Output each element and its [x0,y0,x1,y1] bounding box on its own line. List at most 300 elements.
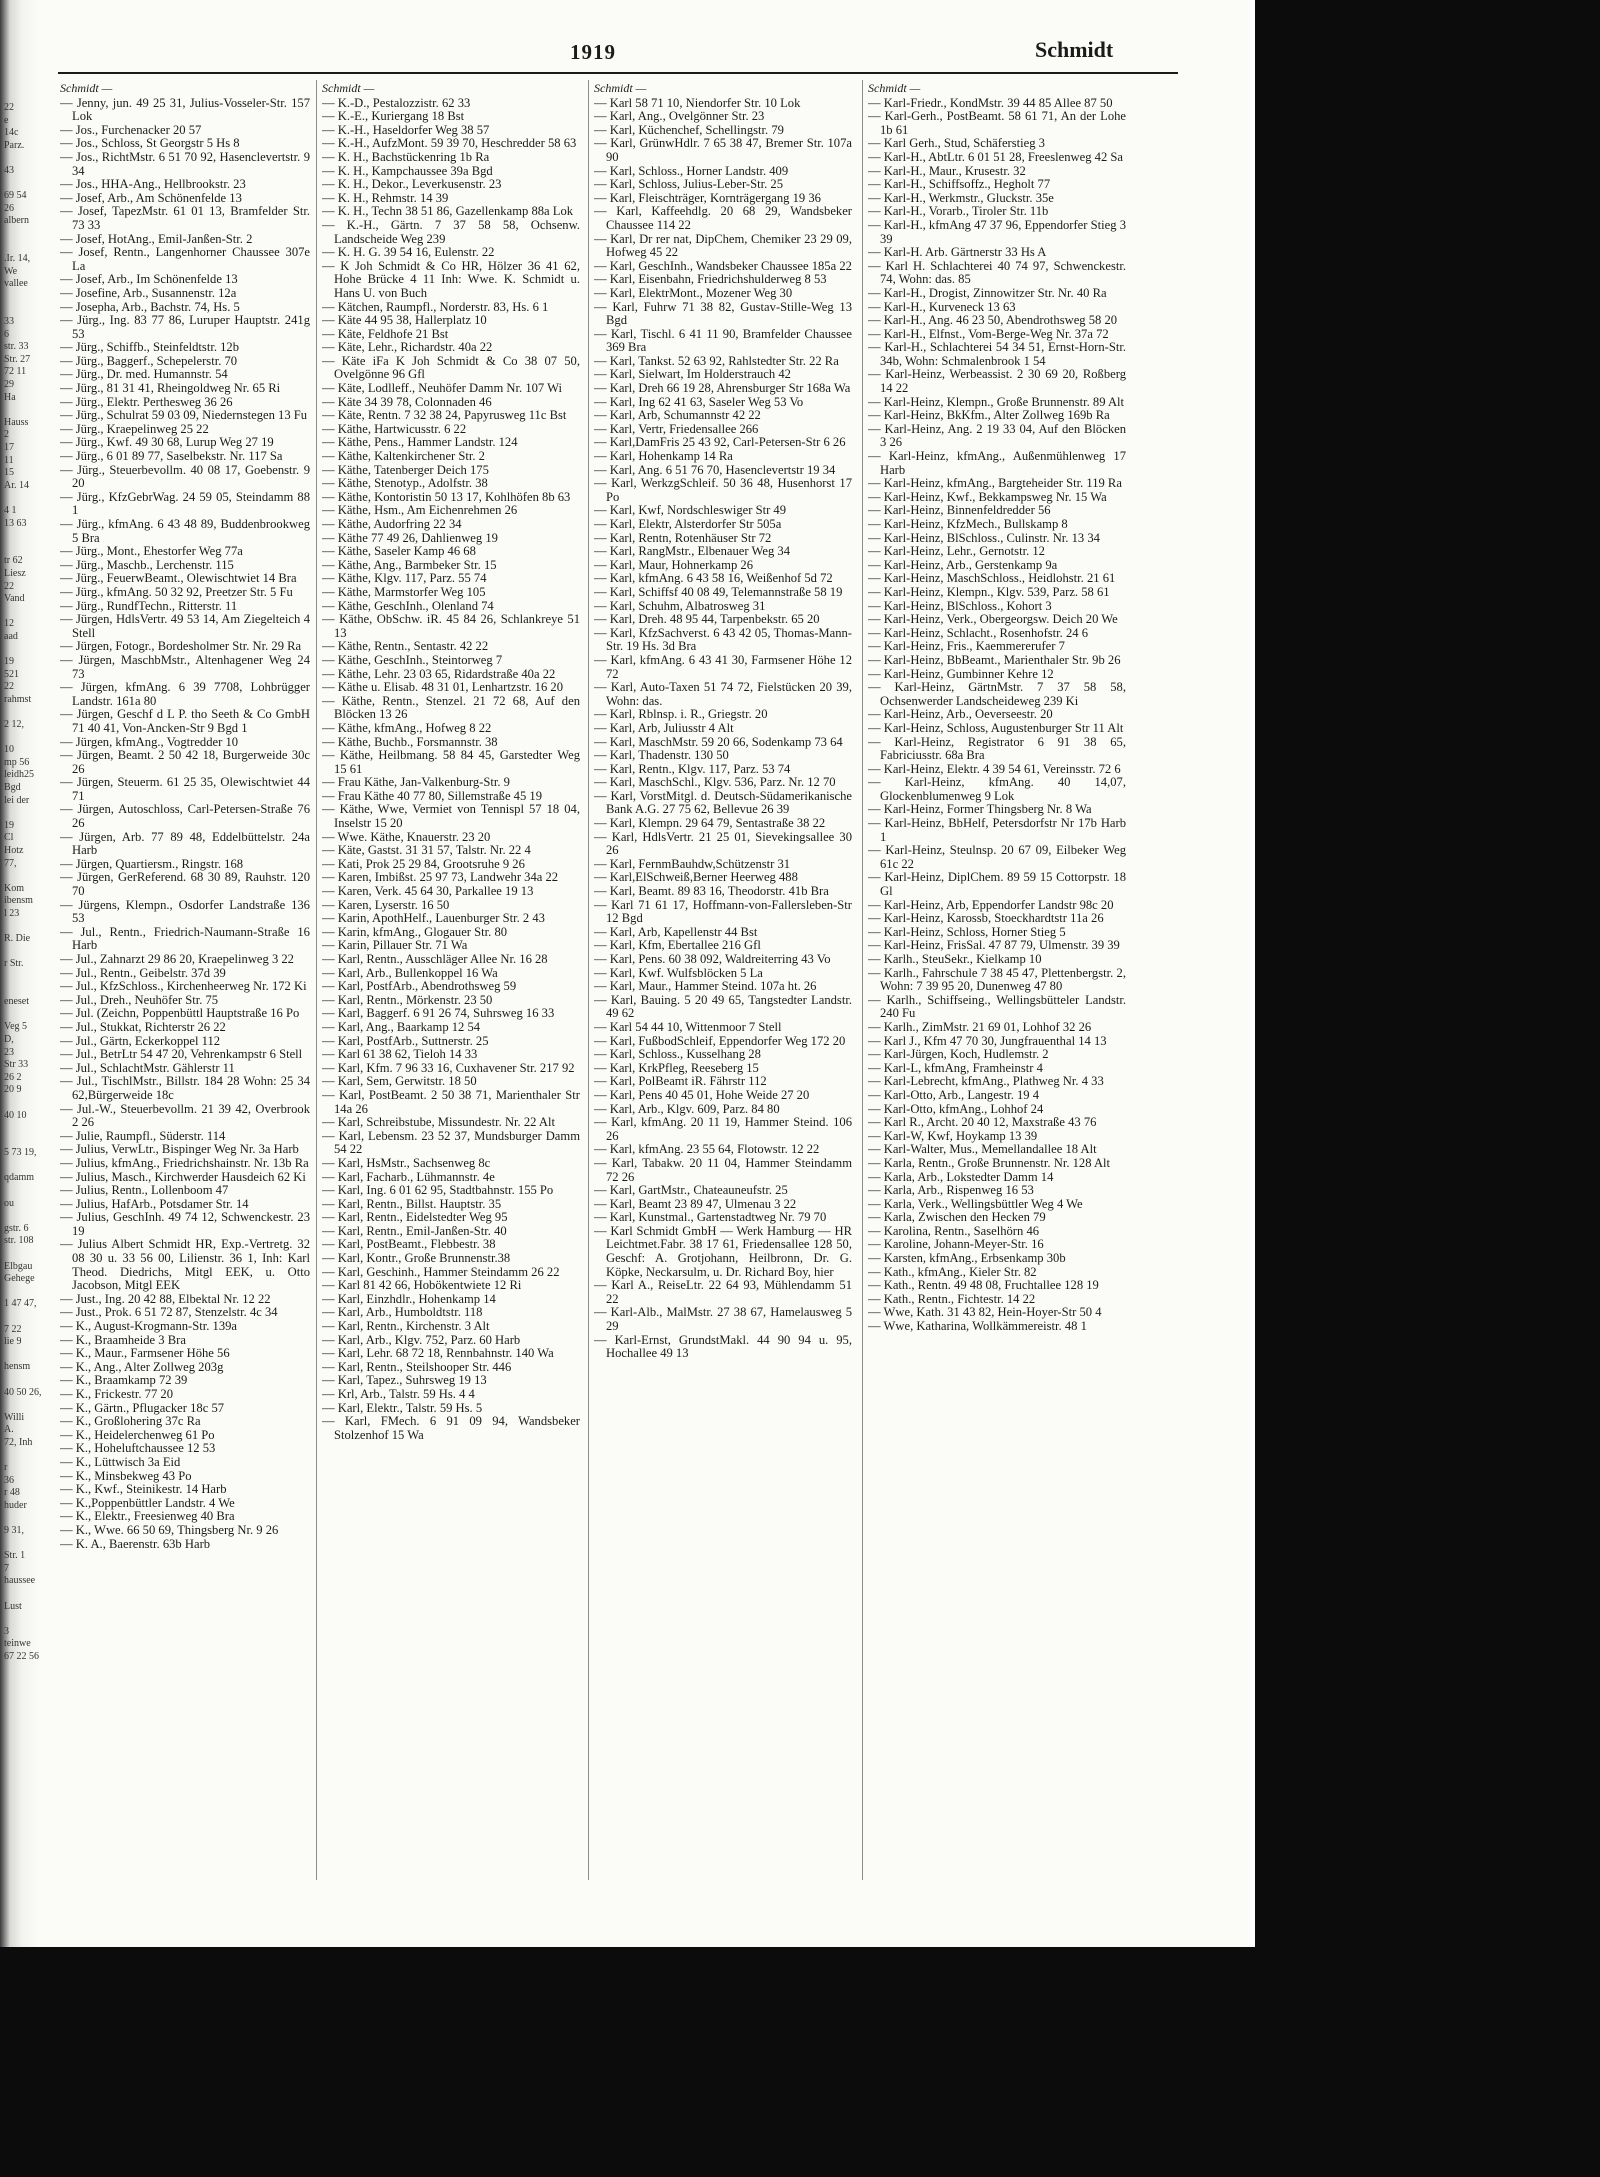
directory-entry: — Jürg., Schulrat 59 03 09, Niedernstegen 13 Fu [60,409,310,423]
gutter-fragment [4,241,58,254]
directory-entry: — Jos., Schloss, St Georgstr 5 Hs 8 [60,137,310,151]
directory-entry: — Just., Prok. 6 51 72 87, Stenzelstr. 4c 34 [60,1306,310,1320]
gutter-fragment: Bgd [4,782,21,794]
directory-entry: — Käte, Feldhofe 21 Bst [322,328,580,342]
directory-entry: — Karl, Schreibstube, Missundestr. Nr. 22 Alt [322,1116,580,1130]
gutter-fragment: 72 11 [4,366,27,378]
directory-entry: — Karlh., Schiffseing., Wellingsbütteler Landstr. 240 Fu [868,994,1126,1021]
gutter-fragment: Vand [4,593,25,605]
directory-entry: — Josef, Rentn., Langenhorner Chaussee 307e La [60,246,310,273]
directory-entry: — Karl, GartMstr., Chateauneufstr. 25 [594,1184,852,1198]
directory-entry: — Jürgen, HdlsVertr. 49 53 14, Am Ziegelteich 4 Stell [60,613,310,640]
gutter-fragment: Hotz [4,845,24,857]
column-heading: Schmidt — [322,82,375,95]
directory-entry: — Kath., Rentn., Fichtestr. 14 22 [868,1293,1126,1307]
gutter-fragment: 22 [4,580,14,592]
directory-entry: — Karl-Heinz, Former Thingsberg Nr. 8 Wa [868,803,1126,817]
directory-entry: — Jürg., FeuerwBeamt., Olewischtwiet 14 Bra [60,572,310,586]
directory-entry: — Karl-Heinz, kfmAng. 40 14,07, Glockenblumenweg 9 Lok [868,776,1126,803]
directory-entry: — Jürg., kfmAng. 50 32 92, Preetzer Str. 5 Fu [60,586,310,600]
directory-entry: — Käthe, Tatenberger Deich 175 [322,464,580,478]
gutter-fragment [4,228,58,241]
directory-entry: — Karl-H., AbtLtr. 6 01 51 28, Freeslenweg 42 Sa [868,151,1126,165]
directory-entry: — Karl, Rentn., Kirchenstr. 3 Alt [322,1320,580,1334]
directory-entry: — K., Gärtn., Pflugacker 18c 57 [60,1402,310,1416]
directory-entry: — K.-H., Gärtn. 7 37 58 58, Ochsenw. Landscheide Weg 239 [322,219,580,246]
running-head: Schmidt [1035,37,1114,62]
gutter-fragment [4,1185,58,1198]
directory-entry: — K.,Poppenbüttler Landstr. 4 We [60,1497,310,1511]
directory-entry: — Karl 54 44 10, Wittenmoor 7 Stell [594,1021,852,1035]
directory-entry: — Karl, Kontr., Große Brunnenstr.38 [322,1252,580,1266]
gutter-fragment: 5 73 19, [4,1147,37,1159]
directory-entry: — Jürg., Schiffb., Steinfeldtstr. 12b [60,341,310,355]
directory-entry: — Karl, Geschinh., Hammer Steindamm 26 22 [322,1266,580,1280]
directory-entry: — Karl, MaschMstr. 59 20 66, Sodenkamp 73 64 [594,736,852,750]
directory-entry: — Karl, Arb, Schumannstr 42 22 [594,409,852,423]
directory-entry: — Karl 81 42 66, Hobökentwiete 12 Ri [322,1279,580,1293]
directory-entry: — Jul., Stukkat, Richterstr 26 22 [60,1021,310,1035]
gutter-fragment: 29 [4,379,14,391]
directory-entry: — Käthe, Kontoristin 50 13 17, Kohlhöfen 8b 63 [322,491,580,505]
gutter-fragment: 4 1 [4,505,17,516]
directory-entry: — Karlh., Fahrschule 7 38 45 47, Plettenbergstr. 2, Wohn: 7 39 95 20, Dunenweg 47 80 [868,967,1126,994]
directory-entry: — K. H., Rehmstr. 14 39 [322,192,580,206]
gutter-fragment: 7 22 [4,1323,22,1335]
directory-entry: — Karla, Verk., Wellingsbüttler Weg 4 We [868,1198,1126,1212]
directory-entry: — Karl-Heinz, Fris., Kaemmererufer 7 [868,640,1126,654]
directory-entry: — Josef, Arb., Am Schönenfelde 13 [60,192,310,206]
directory-entry: — Karl,ElSchweiß,Berner Heerweg 488 [594,871,852,885]
directory-entry: — Karl, Tankst. 52 63 92, Rahlstedter Str. 22 Ra [594,355,852,369]
gutter-fragment: 7 [4,1562,9,1574]
gutter-fragment: rahmst [4,693,32,705]
directory-entry: — Karl, FMech. 6 91 09 94, Wandsbeker Stolzenhof 15 Wa [322,1415,580,1442]
directory-entry: — Karl, Rentn., Klgv. 117, Parz. 53 74 [594,763,852,777]
directory-entry: — Karl, Dr rer nat, DipChem, Chemiker 23 29 09, Hofweg 45 22 [594,233,852,260]
directory-entry: — Karen, Imbißst. 25 97 73, Landwehr 34a 22 [322,871,580,885]
directory-entry: — K., Lüttwisch 3a Eid [60,1456,310,1470]
gutter-fragment: 36 [4,1474,14,1486]
gutter-fragment: aad [4,630,18,642]
directory-entry: — Karin, ApothHelf., Lauenburger Str. 2 43 [322,912,580,926]
directory-entry: — Karl, KrkPfleg, Reeseberg 15 [594,1062,852,1076]
directory-entry: — Karl, kfmAng. 23 55 64, Flotowstr. 12 22 [594,1143,852,1157]
column-heading: Schmidt — [594,82,647,95]
gutter-fragment: Lust [4,1600,22,1612]
directory-entry: — Karen, Lyserstr. 16 50 [322,899,580,913]
directory-entry: — Karsten, kfmAng., Erbsenkamp 30b [868,1252,1126,1266]
gutter-fragment [4,606,58,619]
directory-entry: — Karl, KfzSachverst. 6 43 42 05, Thomas-Mann-Str. 19 Hs. 3d Bra [594,627,852,654]
gutter-fragment: 12 [4,618,14,630]
gutter-fragment [4,304,58,317]
directory-entry: — Karl, Ing. 6 01 62 95, Stadtbahnstr. 155 Po [322,1184,580,1198]
directory-entry: — Karl, Beamt 23 89 47, Ulmenau 3 22 [594,1198,852,1212]
directory-entry: — Karl, Sem, Gerwitstr. 18 50 [322,1075,580,1089]
gutter-fragment: Ar. 14 [4,479,29,491]
directory-entry: — Karl-H., Elfnst., Vom-Berge-Weg Nr. 37a 72 [868,328,1126,342]
gutter-fragment: 26 2 [4,1071,22,1083]
directory-entry: — K.-D., Pestalozzistr. 62 33 [322,97,580,111]
directory-entry: — Jürgen, Beamt. 2 50 42 18, Burgerweide 30c 26 [60,749,310,776]
directory-entry: — Karl, Kwf, Nordschleswiger Str 49 [594,504,852,518]
gutter-fragment: We [4,265,18,277]
directory-entry: — Karl-Heinz, kfmAng., Bargteheider Str. 119 Ra [868,477,1126,491]
directory-entry: — K. H., Techn 38 51 86, Gazellenkamp 88a Lok [322,205,580,219]
directory-entry: — Jürg., KfzGebrWag. 24 59 05, Steindamm 88 1 [60,491,310,518]
gutter-fragment [4,1588,58,1601]
directory-entry: — Karl, GrünwHdlr. 7 65 38 47, Bremer Str. 107a 90 [594,137,852,164]
directory-entry: — Jos., HHA-Ang., Hellbrookstr. 23 [60,178,310,192]
directory-entry: — Käte iFa K Joh Schmidt & Co 38 07 50, Ovelgönne 96 Gfl [322,355,580,382]
gutter-fragment [4,1349,58,1362]
gutter-fragment [4,1613,58,1626]
directory-entry: — Karl H. Schlachterei 40 74 97, Schwenckestr. 74, Wohn: das. 85 [868,260,1126,287]
directory-entry: — Kath., kfmAng., Kieler Str. 82 [868,1266,1126,1280]
directory-entry: — Karl, Ang. 6 51 76 70, Hasenclevertstr 19 34 [594,464,852,478]
gutter-fragment [4,946,58,959]
directory-entry: — Karl J., Kfm 47 70 30, Jungfrauenthal 14 13 [868,1035,1126,1049]
directory-entry: — Karl, PostfArb., Abendrothsweg 59 [322,980,580,994]
directory-entry: — Karl, Schiffsf 40 08 49, Telemannstraße 58 19 [594,586,852,600]
directory-entry: — Karl, Hohenkamp 14 Ra [594,450,852,464]
gutter-fragment: lei der [4,794,30,806]
gutter-fragment: 2 12, [4,719,24,731]
directory-entry: — Karl 58 71 10, Niendorfer Str. 10 Lok [594,97,852,111]
directory-entry: — Käthe, Audorfring 22 34 [322,518,580,532]
header-rule [58,72,1178,74]
directory-entry: — Jürgen, kfmAng., Vogtredder 10 [60,736,310,750]
gutter-fragment [4,492,58,505]
directory-entry: — Karl, Beamt. 89 83 16, Theodorstr. 41b Bra [594,885,852,899]
directory-entry: — Karl-H. Arb. Gärtnerstr 33 Hs A [868,246,1126,260]
directory-entry: — Karolina, Rentn., Saselhörn 46 [868,1225,1126,1239]
directory-entry: — Josef, HotAng., Emil-Janßen-Str. 2 [60,233,310,247]
gutter-fragment: 40 10 [4,1109,27,1121]
directory-entry: — Karl-Heinz, Werbeassist. 2 30 69 20, Roßberg 14 22 [868,368,1126,395]
gutter-fragment [4,1248,58,1261]
directory-entry: — Julius, Rentn., Lollenboom 47 [60,1184,310,1198]
directory-entry: — Karl, Tapez., Suhrsweg 19 13 [322,1374,580,1388]
directory-entry: — Karl-H., kfmAng 47 37 96, Eppendorfer Stieg 3 39 [868,219,1126,246]
gutter-fragment: 23 [4,1046,14,1058]
directory-entry: — Karl, Schloss., Horner Landstr. 409 [594,165,852,179]
directory-entry: — Karl-Heinz, FrisSal. 47 87 79, Ulmenstr. 39 39 [868,939,1126,953]
directory-entry: — Julie, Raumpfl., Süderstr. 114 [60,1130,310,1144]
gutter-fragment: e [4,114,9,126]
gutter-fragment: 1 47 47, [4,1298,37,1310]
gutter-fragment [4,1009,58,1022]
directory-entry: — Frau Käthe 40 77 80, Sillemstraße 45 19 [322,790,580,804]
directory-entry: — Käthe 77 49 26, Dahlienweg 19 [322,532,580,546]
directory-entry: — Karl-H., Ang. 46 23 50, Abendrothsweg 58 20 [868,314,1126,328]
directory-entry: — Kätchen, Raumpfl., Norderstr. 83, Hs. 6 1 [322,301,580,315]
directory-entry: — Jürgen, Arb. 77 89 48, Eddelbüttelstr. 24a Harb [60,831,310,858]
directory-entry: — Karl, Arb., Klgv. 609, Parz. 84 80 [594,1103,852,1117]
gutter-fragment [4,291,58,304]
gutter-fragment [4,921,58,934]
gutter-fragment: Willi [4,1411,25,1423]
directory-entry: — Karl, WerkzgSchleif. 50 36 48, Husenhorst 17 Po [594,477,852,504]
directory-entry: — Jürg., Baggerf., Schepelerstr. 70 [60,355,310,369]
directory-entry: — Karl, Rentn., Billst. Hauptstr. 35 [322,1198,580,1212]
gutter-fragment: mp 56 [4,756,30,768]
directory-entry: — Karl-H., Maur., Krusestr. 32 [868,165,1126,179]
directory-entry: — Käte, Lodlleff., Neuhöfer Damm Nr. 107 Wi [322,382,580,396]
directory-entry: — Karl, Kunstmal., Gartenstadtweg Nr. 79 70 [594,1211,852,1225]
directory-entry: — Karl-Heinz, Klempn., Klgv. 539, Parz. 58 61 [868,586,1126,600]
directory-entry: — Karl-Gerh., PostBeamt. 58 61 71, An der Lohe 1b 61 [868,110,1126,137]
gutter-fragment: leidh25 [4,769,34,781]
directory-entry: — Karl-Heinz, kfmAng., Außenmühlenweg 17 Harb [868,450,1126,477]
directory-entry: — Karl-Heinz, Verk., Obergeorgsw. Deich 20 We [868,613,1126,627]
directory-entry: — K. H., Dekor., Leverkusenstr. 23 [322,178,580,192]
directory-entry: — Karl,DamFris 25 43 92, Carl-Petersen-Str 6 26 [594,436,852,450]
directory-entry: — Julius, Masch., Kirchwerder Hausdeich 62 Ki [60,1171,310,1185]
directory-entry: — Karl, HsMstr., Sachsenweg 8c [322,1157,580,1171]
directory-entry: — Karl-H., Kurveneck 13 63 [868,301,1126,315]
directory-entry: — Karl, Thadenstr. 130 50 [594,749,852,763]
gutter-fragment: 40 50 26, [4,1386,42,1398]
directory-entry: — Jürgen, Fotogr., Bordesholmer Str. Nr. 29 Ra [60,640,310,654]
directory-entry: — Josefine, Arb., Susannenstr. 12a [60,287,310,301]
directory-entry: — Jürgen, kfmAng. 6 39 7708, Lohbrügger Landstr. 161a 80 [60,681,310,708]
directory-entry: — Käte 44 95 38, Hallerplatz 10 [322,314,580,328]
gutter-fragment: lie 9 [4,1336,22,1348]
gutter-fragment: 43 [4,164,14,176]
directory-entry: — Karl, Rentn., Ausschläger Allee Nr. 16 28 [322,953,580,967]
directory-entry: — Karl-Heinz, BbHelf, Petersdorfstr Nr 17b Harb 1 [868,817,1126,844]
directory-entry: — Jürg., Kwf. 49 30 68, Lurup Weg 27 19 [60,436,310,450]
directory-entry: — Karl-Heinz, Arb., Gerstenkamp 9a [868,559,1126,573]
directory-entry: — Karl, Schloss., Kusselhang 28 [594,1048,852,1062]
directory-entry: — Karla, Zwischen den Hecken 79 [868,1211,1126,1225]
gutter-fragment: Str 33 [4,1059,29,1071]
gutter-fragment [4,1210,58,1223]
gutter-fragment: 69 54 [4,190,27,202]
directory-entry: — Karl-Heinz, Schloss, Horner Stieg 5 [868,926,1126,940]
directory-entry: — Karl-Lebrecht, kfmAng., Plathweg Nr. 4 33 [868,1075,1126,1089]
gutter-fragment: 17 [4,442,14,454]
gutter-fragment: Kom [4,882,24,894]
directory-entry: — Karl-Heinz, Elektr. 4 39 54 61, Vereinsstr. 72 6 [868,763,1126,777]
directory-entry: — Karl-Heinz, KfzMech., Bullskamp 8 [868,518,1126,532]
directory-entry: — Karl-H., Schlachterei 54 34 51, Ernst-Horn-Str. 34b, Wohn: Schmalenbrook 1 54 [868,341,1126,368]
directory-entry: — Karla, Rentn., Große Brunnenstr. Nr. 128 Alt [868,1157,1126,1171]
directory-entry: — Karl 61 38 62, Tieloh 14 33 [322,1048,580,1062]
gutter-fragment: qdamm [4,1172,34,1184]
directory-entry: — Karl, Dreh 66 19 28, Ahrensburger Str 168a Wa [594,382,852,396]
directory-entry: — Karlh., SteuSekr., Kielkamp 10 [868,953,1126,967]
directory-entry: — Jenny, jun. 49 25 31, Julius-Vosseler-Str. 157 Lok [60,97,310,124]
directory-entry: — Käte 34 39 78, Colonnaden 46 [322,396,580,410]
gutter-fragment [4,404,58,417]
directory-entry: — Karl-Heinz, Kwf., Bekkampsweg Nr. 15 Wa [868,491,1126,505]
directory-entry: — Karl, Auto-Taxen 51 74 72, Fielstücken 20 39, Wohn: das. [594,681,852,708]
directory-entry: — Käte, Gastst. 31 31 57, Talstr. Nr. 22 4 [322,844,580,858]
directory-entry: — Karlh., ZimMstr. 21 69 01, Lohhof 32 26 [868,1021,1126,1035]
gutter-fragment: 19 [4,656,14,668]
directory-entry: — Karl, Kaffeehdlg. 20 68 29, Wandsbeker Chaussee 114 22 [594,205,852,232]
directory-entry: — Karl, Fleischträger, Kornträgergang 19 36 [594,192,852,206]
gutter-fragment: Liesz [4,567,26,579]
directory-entry: — Karl-Heinz, MaschSchloss., Heidlohstr. 21 61 [868,572,1126,586]
directory-entry: — Karen, Verk. 45 64 30, Parkallee 19 13 [322,885,580,899]
directory-entry: — Jürg., Ing. 83 77 86, Luruper Hauptstr. 241g 53 [60,314,310,341]
directory-entry: — Jürgen, Geschf d L P. tho Seeth & Co GmbH 71 40 41, Von-Ancken-Str 9 Bgd 1 [60,708,310,735]
column-2 [322,82,580,1877]
directory-entry: — Karl, GeschInh., Wandsbeker Chaussee 185a 22 [594,260,852,274]
gutter-fragment: 3 [4,1625,9,1637]
directory-entry: — K., Ang., Alter Zollweg 203g [60,1361,310,1375]
directory-entry: — Karl-Jürgen, Koch, Hudlemstr. 2 [868,1048,1126,1062]
directory-entry: — Jos., Furchenacker 20 57 [60,124,310,138]
gutter-fragment: r 48 [4,1487,20,1499]
gutter-fragment: Ha [4,391,16,403]
gutter-fragment: 22 [4,102,14,113]
column-rule [316,80,317,1880]
directory-entry: — Julius, VerwLtr., Bispinger Weg Nr. 3a Harb [60,1143,310,1157]
directory-entry: — Karl-H., Vorarb., Tiroler Str. 11b [868,205,1126,219]
gutter-fragment: 20 9 [4,1084,22,1096]
directory-entry: — Karl, Lehr. 68 72 18, Rennbahnstr. 140 Wa [322,1347,580,1361]
directory-entry: — Josef, TapezMstr. 61 01 13, Bramfelder Str. 73 33 [60,205,310,232]
gutter-fragment: 26 [4,202,14,214]
directory-entry: — Käte, Rentn. 7 32 38 24, Papyrusweg 11c Bst [322,409,580,423]
directory-entry: — Jul., KfzSchloss., Kirchenheerweg Nr. 172 Ki [60,980,310,994]
gutter-fragment [4,152,58,165]
directory-entry: — Käthe, Heilbmang. 58 84 45, Garstedter Weg 15 61 [322,749,580,776]
directory-entry: — Karl, Schuhm, Albatrosweg 31 [594,600,852,614]
gutter-fragment: R. Die [4,933,31,945]
gutter-fragment: 9 31, [4,1525,24,1537]
directory-entry: — Karl, Ing 62 41 63, Saseler Weg 53 Vo [594,396,852,410]
directory-entry: — Karl, Lebensm. 23 52 37, Mundsburger Damm 54 22 [322,1130,580,1157]
directory-entry: — K.-E., Kuriergang 18 Bst [322,110,580,124]
directory-entry: — K., Frickestr. 77 20 [60,1388,310,1402]
directory-entry: — Karl, Kfm, Ebertallee 216 Gfl [594,939,852,953]
directory-entry: — Wwe, Kath. 31 43 82, Hein-Hoyer-Str 50 4 [868,1306,1126,1320]
directory-entry: — Karl A., ReiseLtr. 22 64 93, Mühlendamm 51 22 [594,1279,852,1306]
directory-entry: — Karl 71 61 17, Hoffmann-von-Fallersleben-Str 12 Bgd [594,899,852,926]
directory-entry: — K., Hoheluftchaussee 12 53 [60,1442,310,1456]
gutter-fragment: str. 108 [4,1235,34,1247]
gutter-fragment [4,644,58,657]
gutter-fragment: D, [4,1033,14,1045]
directory-entry: — Karl, Schloss, Julius-Leber-Str. 25 [594,178,852,192]
directory-entry: — Jos., RichtMstr. 6 51 70 92, Hasenclevertstr. 9 34 [60,151,310,178]
gutter-fragment [4,971,58,984]
gutter-fragment: .Ir. 14, [4,253,31,265]
directory-entry: — Karl-H., Drogist, Zinnowitzer Str. Nr. 40 Ra [868,287,1126,301]
gutter-fragment [4,1311,58,1324]
directory-entry: — Käthe, Hsm., Am Eichenrehmen 26 [322,504,580,518]
column-heading: Schmidt — [868,82,921,95]
directory-entry: — Jürg., Elektr. Perthesweg 36 26 [60,396,310,410]
directory-entry: — Kati, Prok 25 29 84, Grootsruhe 9 26 [322,858,580,872]
directory-entry: — Karl-H., Werkmstr., Gluckstr. 35e [868,192,1126,206]
gutter-fragment: 72, Inh [4,1436,33,1448]
gutter-fragment: r Str. [4,958,24,970]
directory-entry: — Käte, Lehr., Richardstr. 40a 22 [322,341,580,355]
directory-entry: — Karl, VorstMitgl. d. Deutsch-Südamerikanische Bank A.G. 27 75 62, Bellevue 26 39 [594,790,852,817]
directory-entry: — K., Großlohering 37c Ra [60,1415,310,1429]
gutter-fragment [4,732,58,745]
gutter-fragment: 521 [4,668,19,680]
directory-entry: — K.-H., Haseldorfer Weg 38 57 [322,124,580,138]
directory-entry: — Jürg., 6 01 89 77, Saselbekstr. Nr. 117 Sa [60,450,310,464]
directory-entry: — Jürgens, Klempn., Osdorfer Landstraße 136 53 [60,899,310,926]
column-rule [862,80,863,1880]
directory-entry: — Jürgen, MaschbMstr., Altenhagener Weg 24 73 [60,654,310,681]
directory-entry: — Karl, Eisenbahn, Friedrichshulderweg 8 53 [594,273,852,287]
directory-entry: — Karl, Baggerf. 6 91 26 74, Suhrsweg 16 33 [322,1007,580,1021]
directory-entry: — Karl, Elektr, Alsterdorfer Str 505a [594,518,852,532]
directory-entry: — Karin, Pillauer Str. 71 Wa [322,939,580,953]
gutter-fragment: 33 [4,316,14,328]
directory-entry: — Käthe, Stenotyp., Adolfstr. 38 [322,477,580,491]
directory-entry: — Karl, Rentn., Emil-Janßen-Str. 40 [322,1225,580,1239]
gutter-fragment: 15 [4,467,14,479]
directory-entry: — Jul. (Zeichn, Poppenbüttl Hauptstraße 16 Po [60,1007,310,1021]
gutter-fragment: 14c [4,127,19,139]
directory-entry: — Karl, PolBeamt iR. Fährstr 112 [594,1075,852,1089]
directory-entry: — Kath., Rentn. 49 48 08, Fruchtallee 128 19 [868,1279,1126,1293]
directory-entry: — Karl, Küchenchef, Schellingstr. 79 [594,124,852,138]
directory-entry: — Jul.-W., Steuerbevollm. 21 39 42, Overbrook 2 26 [60,1103,310,1130]
gutter-fragment [4,707,58,720]
directory-entry: — K. H. G. 39 54 16, Eulenstr. 22 [322,246,580,260]
directory-entry: — Jul., Rentn., Geibelstr. 37d 39 [60,967,310,981]
directory-entry: — Karl, Klempn. 29 64 79, Sentastraße 38 22 [594,817,852,831]
directory-entry: — Karl, Ang., Baarkamp 12 54 [322,1021,580,1035]
directory-entry: — Karl, Elektr., Talstr. 59 Hs. 5 [322,1402,580,1416]
directory-entry: — Karl-Heinz, Lehr., Gernotstr. 12 [868,545,1126,559]
directory-entry: — Käthe, Pens., Hammer Landstr. 124 [322,436,580,450]
directory-entry: — Karl-Heinz, Registrator 6 91 38 65, Fabriciusstr. 68a Bra [868,736,1126,763]
gutter-fragment: 13 63 [4,517,27,529]
directory-entry: — K., August-Krogmann-Str. 139a [60,1320,310,1334]
gutter-fragment: ou [4,1197,14,1209]
gutter-fragment [4,1374,58,1387]
gutter-fragment: Cl [4,832,14,844]
directory-entry: — Karl, Arb., Bullenkoppel 16 Wa [322,967,580,981]
directory-entry: — Jürg., Maschb., Lerchenstr. 115 [60,559,310,573]
directory-entry: — Karl, RangMstr., Elbenauer Weg 34 [594,545,852,559]
directory-entry: — Karl, HdlsVertr. 21 25 01, Sievekingsallee 30 26 [594,831,852,858]
page-number: 1919 [570,40,616,64]
directory-entry: — Krl, Arb., Talstr. 59 Hs. 4 4 [322,1388,580,1402]
directory-entry: — K., Heidelerchenweg 61 Po [60,1429,310,1443]
directory-entry: — Josef, Arb., Im Schönenfelde 13 [60,273,310,287]
directory-entry: — Karl-Otto, kfmAng., Lohhof 24 [868,1103,1126,1117]
directory-entry: — Käthe, Wwe, Vermiet von Tennispl 57 18 04, Inselstr 15 20 [322,803,580,830]
directory-entry: — Karl, FußbodSchleif, Eppendorfer Weg 172 20 [594,1035,852,1049]
directory-entry: — Karl, kfmAng. 6 43 41 30, Farmsener Höhe 12 72 [594,654,852,681]
directory-entry: — Jul., Rentn., Friedrich-Naumann-Straße 16 Harb [60,926,310,953]
gutter-fragment [4,1538,58,1551]
directory-entry: — Karl, Tischl. 6 41 11 90, Bramfelder Chaussee 369 Bra [594,328,852,355]
directory-entry: — Karl, Kwf. Wulfsblöcken 5 La [594,967,852,981]
directory-entry: — Karl, Maur, Hohnerkamp 26 [594,559,852,573]
directory-entry: — Karl, Rentn, Rotenhäuser Str 72 [594,532,852,546]
gutter-fragment: Str. 1 [4,1550,26,1562]
gutter-fragment: 10 [4,744,14,756]
directory-entry: — Karl, Dreh. 48 95 44, Tarpenbekstr. 65 20 [594,613,852,627]
gutter-fragment [4,1513,58,1526]
gutter-fragment: albern [4,215,29,227]
